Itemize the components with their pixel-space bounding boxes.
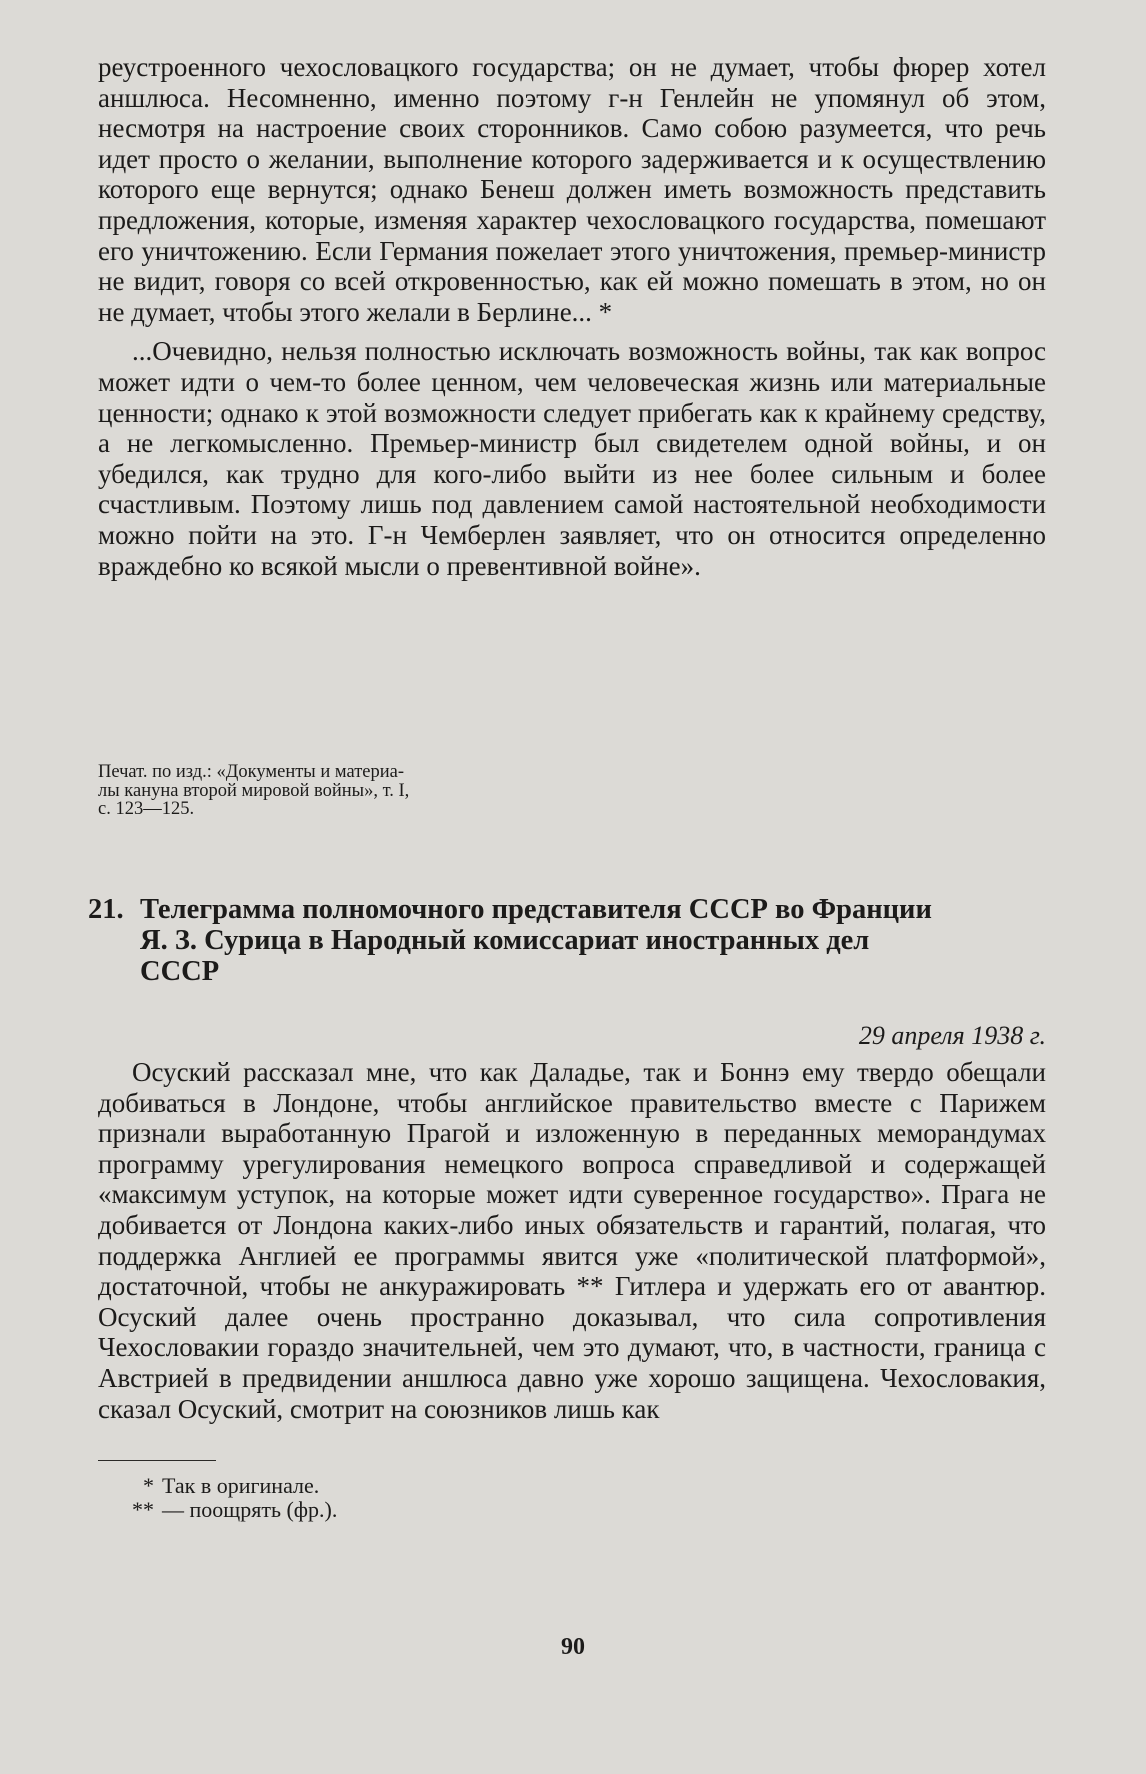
document-body [98, 1057, 1046, 1424]
source-note-line-3: с. 123—125. [98, 799, 195, 819]
footnote-1-text: Так в оригинале. [162, 1473, 320, 1498]
footnote-2-text: — поощрять (фр.). [162, 1497, 338, 1522]
document-date: 29 апреля 1938 г. [858, 1021, 1046, 1050]
footnote-1 [120, 1474, 337, 1498]
continuation-text [98, 52, 1046, 581]
footnote-2-mark: ** [132, 1497, 154, 1522]
paragraph-telegram: Осуский рассказал мне, что как Даладье, так и Боннэ ему твердо обещали добиваться в Лондоне, чтобы английское правительство вместе с Парижем признали выработанную Прагой и изложенную в переданных меморандумах программу урегулирования немецкого вопроса справедливой и содержащей «максимум уступок, на которые может идти суверенное государство». Прага не добивается от Лондона каких-либо иных обязательств и гарантий, полагая, что поддержка Англией ее программы явится уже «политической платформой», достаточной, чтобы не анкуражировать ** Гитлера и удержать его от авантюр. Осуский далее очень пространно доказывал, что сила сопротивления Чехословакии гораздо значительней, чем это думают, что, в частности, граница с Австрией в предвидении аншлюса давно уже хорошо защищена. Чехословакия, сказал Осуский, смотрит на союзников лишь как [98, 1057, 1046, 1424]
footnotes [120, 1474, 337, 1522]
footnote-divider [98, 1460, 216, 1461]
footnote-1-mark: * [143, 1473, 154, 1498]
footnote-2 [120, 1498, 337, 1522]
document-heading [88, 894, 1038, 987]
source-note-line-2: лы кануна второй мировой войны», т. I, [98, 780, 410, 801]
document-number: 21. [88, 894, 124, 925]
source-note-line-1: Печат. по изд.: «Документы и материа- [98, 762, 405, 782]
document-title-line-2: Я. З. Сурица в Народный комиссариат иностранных дел [140, 925, 870, 956]
paragraph-continuation-1: реустроенного чехословацкого государства; он не думает, чтобы фюрер хотел аншлюса. Несомненно, именно поэтому г-н Генлейн не упомянул об этом, несмотря на настроение своих сторонников. Само собою разумеется, что речь идет просто о желании, выполнение которого задерживается и к осуществлению которого еще вернутся; однако Бенеш должен иметь возможность представить предложения, которые, изменяя характер чехословацкого государства, помешают его уничтожению. Если Германия пожелает этого уничтожения, премьер-министр не видит, говоря со всей откровенностью, как ей можно помешать в этом, но он не думает, чтобы этого желали в Берлине... * [98, 52, 1046, 327]
source-note [98, 763, 568, 819]
paragraph-continuation-2: ...Очевидно, нельзя полностью исключать возможность войны, так как вопрос может идти о чем-то более ценном, чем человеческая жизнь или материальные ценности; однако к этой возможности следует прибегать как к крайнему средству, а не легкомысленно. Премьер-министр был свидетелем одной войны, и он убедился, как трудно для кого-либо выйти из нее более сильным и более счастливым. Поэтому лишь под давлением самой настоятельной необходимости можно пойти на это. Г-н Чемберлен заявляет, что он относится определенно враждебно ко всякой мысли о превентивной войне». [98, 336, 1046, 581]
page-number: 90 [561, 1634, 585, 1660]
document-title-line-3: СССР [140, 956, 220, 987]
document-title-line-1: Телеграмма полномочного представителя СССР во Франции [140, 894, 932, 925]
